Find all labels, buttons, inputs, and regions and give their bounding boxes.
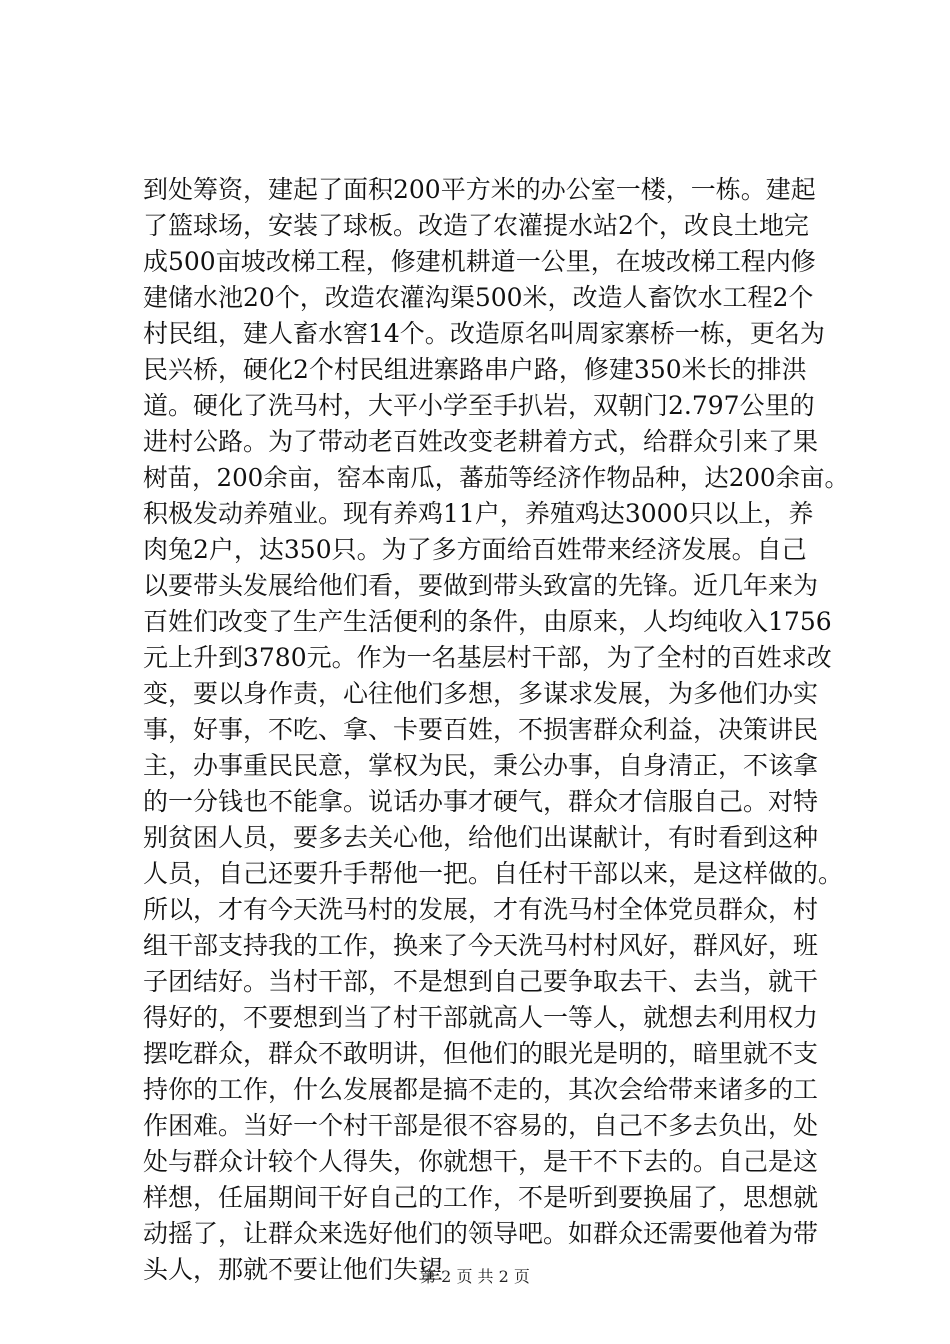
text-line: 进村公路。为了带动老百姓改变老耕着方式，给群众引来了果 xyxy=(143,427,819,456)
text-line: 所以，才有今天洗马村的发展，才有洗马村全体党员群众，村 xyxy=(143,895,819,924)
text-line: 别贫困人员，要多去关心他，给他们出谋献计，有时看到这种 xyxy=(143,823,819,852)
text-line: 村民组，建人畜水窖14个。改造原名叫周家寨桥一栋，更名为 xyxy=(143,319,825,348)
page-footer: 第 2 页 共 2 页 xyxy=(420,1267,530,1286)
text-line: 样想，任届期间干好自己的工作，不是听到要换届了，思想就 xyxy=(143,1183,819,1212)
text-line: 民兴桥，硬化2个村民组进寨路串户路，修建350米长的排洪 xyxy=(143,355,807,384)
text-line: 元上升到3780元。作为一名基层村干部，为了全村的百姓求改 xyxy=(143,643,832,672)
text-line: 道。硬化了洗马村，大平小学至手扒岩，双朝门2.797公里的 xyxy=(143,391,815,420)
text-line: 建储水池20个，改造农灌沟渠500米，改造人畜饮水工程2个 xyxy=(143,283,814,312)
text-line: 头人，那就不要让他们失望 xyxy=(143,1255,444,1284)
text-line: 了篮球场，安装了球板。改造了农灌提水站2个，改良土地完 xyxy=(143,211,809,240)
text-line: 肉兔2户，达350只。为了多方面给百姓带来经济发展。自己 xyxy=(143,535,807,564)
text-line: 到处筹资，建起了面积200平方米的办公室一楼，一栋。建起 xyxy=(143,175,816,204)
text-line: 的一分钱也不能拿。说话办事才硬气，群众才信服自己。对特 xyxy=(143,787,819,816)
text-line: 树苗，200余亩，窑本南瓜，蕃茄等经济作物品种，达200余亩。 xyxy=(143,463,850,492)
text-line: 积极发动养殖业。现有养鸡11户，养殖鸡达3000只以上，养 xyxy=(143,499,814,528)
text-line: 摆吃群众，群众不敢明讲，但他们的眼光是明的，暗里就不支 xyxy=(143,1039,819,1068)
text-line: 以要带头发展给他们看，要做到带头致富的先锋。近几年来为 xyxy=(143,571,819,600)
text-line: 人员，自己还要升手帮他一把。自任村干部以来，是这样做的。 xyxy=(143,859,844,888)
text-line: 变，要以身作责，心往他们多想，多谋求发展，为多他们办实 xyxy=(143,679,819,708)
body-paragraph xyxy=(143,172,850,1288)
text-line: 组干部支持我的工作，换来了今天洗马村村风好，群风好，班 xyxy=(143,931,819,960)
text-line: 事，好事，不吃、拿、卡要百姓，不损害群众利益，决策讲民 xyxy=(143,715,819,744)
text-line: 作困难。当好一个村干部是很不容易的，自己不多去负出，处 xyxy=(143,1111,819,1140)
text-line: 得好的，不要想到当了村干部就高人一等人，就想去利用权力 xyxy=(143,1003,819,1032)
text-line: 主，办事重民民意，掌权为民，秉公办事，自身清正，不该拿 xyxy=(143,751,819,780)
text-line: 持你的工作，什么发展都是搞不走的，其次会给带来诸多的工 xyxy=(143,1075,819,1104)
text-line: 处与群众计较个人得失，你就想干，是干不下去的。自己是这 xyxy=(143,1147,819,1176)
text-line: 动摇了，让群众来选好他们的领导吧。如群众还需要他着为带 xyxy=(143,1219,819,1248)
text-line: 子团结好。当村干部，不是想到自己要争取去干、去当，就干 xyxy=(143,967,819,996)
text-line: 百姓们改变了生产生活便利的条件，由原来，人均纯收入1756 xyxy=(143,607,832,636)
text-line: 成500亩坡改梯工程，修建机耕道一公里，在坡改梯工程内修 xyxy=(143,247,816,276)
